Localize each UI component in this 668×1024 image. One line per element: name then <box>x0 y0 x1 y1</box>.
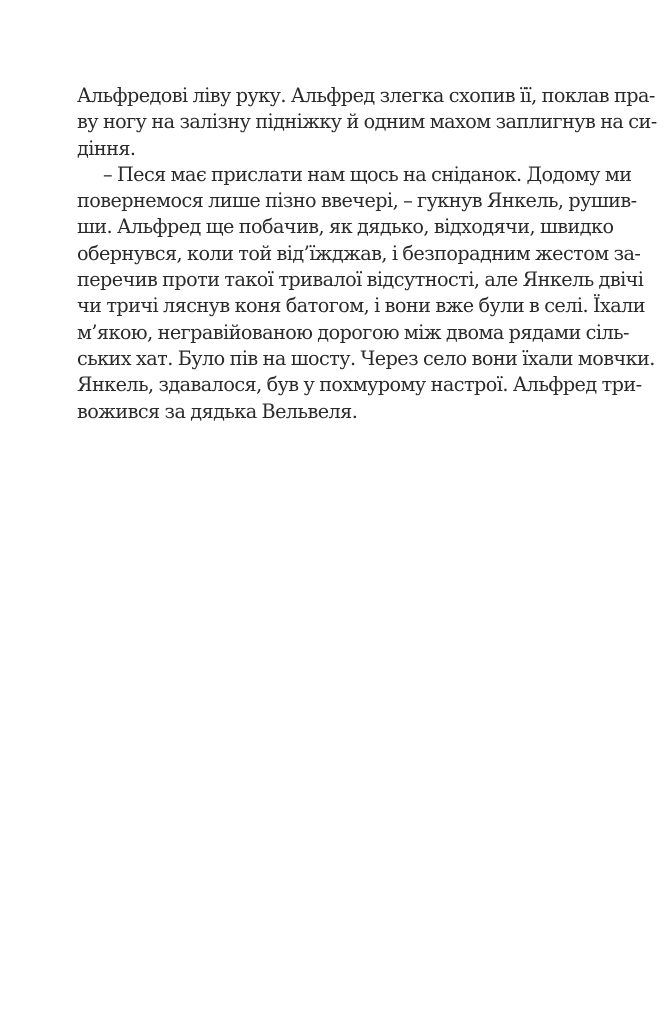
text-line: вожився за дядька Вельвеля. <box>77 399 358 423</box>
text-line: ву ногу на залізну підніжку й одним махом заплигнув на си- <box>77 110 657 134</box>
text-line: чи тричі ляснув коня батогом, і вони вже були в селі. Їхали <box>77 294 646 318</box>
text-line: ши. Альфред ще побачив, як дядько, відходячи, швидко <box>77 215 614 239</box>
text-line: м’якою, негравійованою дорогою між двома рядами сіль- <box>77 320 629 344</box>
text-line: Альфредові ліву руку. Альфред злегка схопив її, поклав пра- <box>77 84 655 107</box>
paragraph-1 <box>77 83 657 162</box>
text-line: – Песя має прислати нам щось на сніданок. Додому ми <box>103 162 632 186</box>
book-page-text <box>77 83 657 425</box>
text-line: повернемося лише пізно ввечері, – гукнув Янкель, рушив- <box>77 189 637 213</box>
paragraph-2 <box>77 162 655 425</box>
text-line: Янкель, здавалося, був у похмурому настрої. Альфред три- <box>77 373 642 397</box>
text-line: діння. <box>77 136 136 160</box>
text-line: ських хат. Було пів на шосту. Через село вони їхали мовчки. <box>77 346 655 370</box>
text-line: перечив проти такої тривалої відсутності, але Янкель двічі <box>77 268 644 292</box>
text-line: обернувся, коли той від’їжджав, і безпорадним жестом за- <box>77 241 641 265</box>
